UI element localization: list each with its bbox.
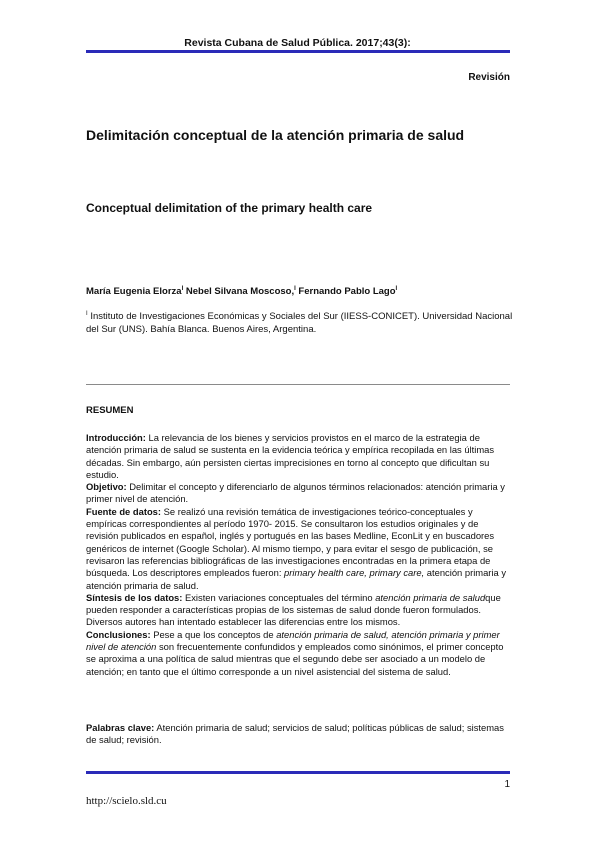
abstract-body [86,432,512,678]
section-label: Revisión [468,72,510,83]
abstract-heading: RESUMEN [86,405,134,416]
article-title-spanish: Delimitación conceptual de la atención primaria de salud [86,127,465,143]
page-number: 1 [504,779,510,790]
affiliation-mark: I [181,286,184,292]
affiliation-mark: I [86,311,88,317]
abstract-conclusions: Conclusiones: Pese a que los conceptos de atención primaria de salud, atención primaria y primer nivel de atención son frecuentemente confundidos y empleados como sinónimos, el primer concepto se aproxima a una política de salud mientras que el segundo debe ser asociado a un modelo de atención; en tanto que el último corresponde a un nivel asistencial del sistema de salud. [86,628,504,677]
abstract-objective: Objetivo: Delimitar el concepto y diferenciarlo de algunos términos relacionados: atención primaria y primer nivel de atención. [86,481,505,505]
section-divider [86,384,510,385]
affiliation-mark: I [395,286,398,292]
source-label: Fuente de datos: [86,505,162,517]
author-name: María Eugenia Elorza [86,286,182,298]
affiliation-text: Instituto de Investigaciones Económicas y Sociales del Sur (IIESS-CONICET). Universidad Nacional del Sur (UNS). Bahía Blanca. Buenos Aires, Argentina. [86,311,513,335]
author-name: Fernando Pablo Lago [298,286,396,298]
footer-rule [86,771,510,774]
author-name: Nebel Silvana Moscoso, [185,286,295,298]
objective-label: Objetivo: [86,481,127,493]
abstract-introduction: Introducción: La relevancia de los bienes y servicios provistos en el marco de la estrategia de atención primaria de salud se sustenta en la evidencia teórica y empírica recopilada en las últimas décadas. Sin embargo, aún persisten ciertas imprecisiones en torno al concepto que dificultan su estudio. [86,432,495,480]
author-list [86,286,397,297]
abstract-data-source: Fuente de datos: Se realizó una revisión temática de investigaciones teórico-conceptuales y empíricas correspondientes al período 1970- 2015. Se consultaron los estudios originales y de revisión publicados en español, inglés y portugués en las bases Medline, EconLit y en buscadores genéricos de internet (Google Scholar). Al mismo tiempo, y para evitar el sesgo de publicación, se revisaron las referencias bibliográficas de las investigaciones encontradas en la primera etapa de búsqueda. Los descriptores empleados fueron: primary health care, primary care, atención primaria y atención primaria de salud. [86,505,507,591]
affiliation [86,308,516,336]
affiliation-mark: I [294,286,296,292]
footer-url[interactable]: http://scielo.sld.cu [86,795,167,807]
conclusions-label: Conclusiones: [86,628,151,640]
article-title-english: Conceptual delimitation of the primary health care [86,201,373,215]
abstract-synthesis: Síntesis de los datos: Existen variaciones conceptuales del término atención primaria de saludque pueden responder a características propias de los sistemas de salud donde fueron formulados. Diversos autores han intentado establecer las diferencias entre los mismos. [86,591,501,628]
keywords-label: Palabras clave: [86,722,155,733]
keywords: Palabras clave: Atención primaria de salud; servicios de salud; políticas públicas de salud; sistemas de salud; revisión. [86,722,504,746]
header-rule [86,50,510,53]
journal-header: Revista Cubana de Salud Pública. 2017;43(3): [184,37,411,49]
intro-label: Introducción: [86,432,146,443]
synthesis-label: Síntesis de los datos: [86,591,183,603]
